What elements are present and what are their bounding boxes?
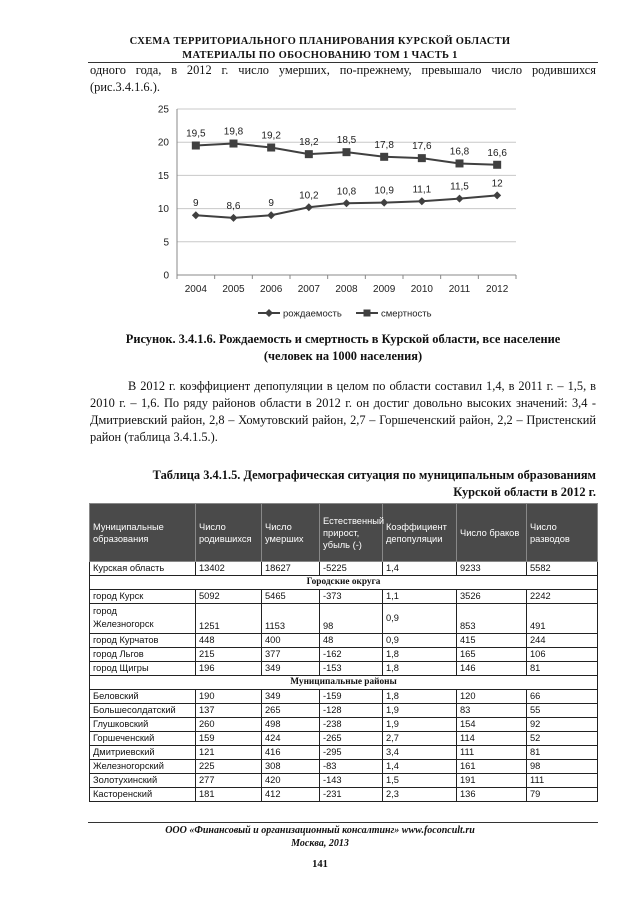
cell-births: 121 [196, 746, 262, 760]
x-tick-label: 2009 [373, 284, 396, 295]
data-label-deaths: 17,6 [412, 141, 432, 153]
data-point-deaths [493, 161, 501, 169]
cell-deaths: 498 [262, 718, 320, 732]
figure-caption-line2: (человек на 1000 населения) [263, 349, 423, 363]
cell-natural-growth: -159 [320, 690, 383, 704]
cell-municipality: город Льгов [90, 648, 196, 662]
cell-depopulation-coef: 1,4 [383, 760, 457, 774]
cell-marriages: 191 [457, 774, 527, 788]
data-point-deaths [192, 142, 200, 150]
table-row [90, 634, 598, 648]
cell-deaths: 18627 [262, 562, 320, 576]
cell-divorces: 81 [527, 662, 598, 676]
cell-depopulation-coef: 1,8 [383, 662, 457, 676]
cell-natural-growth: -83 [320, 760, 383, 774]
table-caption-line2: Курской области в 2012 г. [453, 485, 596, 499]
data-point-deaths [418, 154, 426, 162]
document-header-title: СХЕМА ТЕРРИТОРИАЛЬНОГО ПЛАНИРОВАНИЯ КУРСКОЙ ОБЛАСТИ [129, 36, 511, 47]
cell-divorces: 106 [527, 648, 598, 662]
cell-deaths: 349 [262, 662, 320, 676]
cell-births: 137 [196, 704, 262, 718]
cell-natural-growth: -153 [320, 662, 383, 676]
section-row-city-districts [90, 576, 598, 590]
cell-depopulation-coef: 0,9 [383, 634, 457, 648]
cell-births: 1251 [196, 604, 262, 634]
table-row [90, 562, 598, 576]
x-tick-label: 2007 [297, 284, 320, 295]
cell-marriages: 111 [457, 746, 527, 760]
data-label-deaths: 16,6 [487, 147, 507, 159]
cell-deaths: 420 [262, 774, 320, 788]
cell-natural-growth: -162 [320, 648, 383, 662]
cell-births: 448 [196, 634, 262, 648]
cell-births: 13402 [196, 562, 262, 576]
cell-depopulation-coef: 1,5 [383, 774, 457, 788]
cell-municipality: Курская область [90, 562, 196, 576]
cell-divorces: 491 [527, 604, 598, 634]
table-header-row [90, 504, 598, 562]
data-label-births: 11,1 [412, 184, 432, 196]
cell-municipality: Железногорский [90, 760, 196, 774]
cell-natural-growth: -373 [320, 590, 383, 604]
cell-natural-growth: -128 [320, 704, 383, 718]
cell-depopulation-coef: 1,9 [383, 718, 457, 732]
cell-depopulation-coef: 1,4 [383, 562, 457, 576]
figure-caption [90, 331, 596, 365]
y-tick-label: 0 [163, 270, 169, 282]
cell-marriages: 165 [457, 648, 527, 662]
cell-deaths: 265 [262, 704, 320, 718]
cell-natural-growth: -231 [320, 788, 383, 802]
data-label-deaths: 19,8 [223, 126, 244, 138]
cell-marriages: 136 [457, 788, 527, 802]
data-label-deaths: 18,5 [336, 135, 357, 147]
cell-depopulation-coef: 3,4 [383, 746, 457, 760]
cell-natural-growth: -265 [320, 732, 383, 746]
cell-marriages: 154 [457, 718, 527, 732]
cell-deaths: 424 [262, 732, 320, 746]
legend-marker-births [265, 309, 273, 317]
data-point-deaths [230, 140, 238, 148]
cell-births: 196 [196, 662, 262, 676]
cell-births: 277 [196, 774, 262, 788]
x-tick-label: 2010 [410, 284, 433, 295]
table-row [90, 590, 598, 604]
data-label-deaths: 19,2 [261, 130, 281, 142]
cell-depopulation-coef: 1,8 [383, 690, 457, 704]
table-row [90, 732, 598, 746]
cell-depopulation-coef: 1,1 [383, 590, 457, 604]
table-row [90, 662, 598, 676]
cell-divorces: 5582 [527, 562, 598, 576]
cell-deaths: 412 [262, 788, 320, 802]
cell-municipality: Глушковский [90, 718, 196, 732]
cell-municipality: город Щигры [90, 662, 196, 676]
cell-divorces: 2242 [527, 590, 598, 604]
x-tick-label: 2011 [448, 284, 471, 295]
cell-divorces: 79 [527, 788, 598, 802]
x-tick-label: 2012 [486, 284, 509, 295]
cell-natural-growth: -5225 [320, 562, 383, 576]
cell-divorces: 244 [527, 634, 598, 648]
intro-paragraph: одного года, в 2012 г. число умерших, по-прежнему, превышало число родившихся (рис.3.4.1.6.). [90, 63, 596, 94]
data-point-deaths [267, 144, 275, 152]
cell-marriages: 146 [457, 662, 527, 676]
cell-municipality-line1: город [93, 606, 117, 616]
cell-marriages: 853 [457, 604, 527, 634]
legend-marker-deaths [364, 310, 371, 317]
data-point-births [456, 195, 464, 203]
table-row [90, 746, 598, 760]
depopulation-paragraph: В 2012 г. коэффициент депопуляции в целом по области составил 1,4, в 2011 г. – 1,5, в 2010 г. – 1,6. По ряду районов области в 2012 г. он достиг довольно высоких значений: 3,4 - Дмитриевский район, 2,8 – Хомутовский район, 2,7 – Горшеченский район, 2,2 – Пристенский район (таблица 3.4.1.5.). [90, 379, 596, 444]
legend-label-births: рождаемость [283, 308, 342, 320]
cell-births: 215 [196, 648, 262, 662]
cell-municipality: Горшеченский [90, 732, 196, 746]
data-label-births: 9 [268, 198, 274, 210]
table-row [90, 788, 598, 802]
y-tick-label: 5 [163, 237, 169, 249]
cell-depopulation-coef: 2,3 [383, 788, 457, 802]
data-point-deaths [305, 150, 313, 158]
cell-deaths: 1153 [262, 604, 320, 634]
cell-marriages: 114 [457, 732, 527, 746]
cell-marriages: 3526 [457, 590, 527, 604]
birth-death-rate-chart [0, 0, 640, 330]
cell-depopulation-coef: 2,7 [383, 732, 457, 746]
cell-divorces: 92 [527, 718, 598, 732]
cell-natural-growth: -143 [320, 774, 383, 788]
data-point-births [305, 203, 313, 211]
col-header-marriages: Число браков [457, 504, 527, 562]
col-header-divorces: Число разводов [527, 504, 598, 562]
table-row [90, 774, 598, 788]
cell-deaths: 308 [262, 760, 320, 774]
section-label: Городские округа [90, 576, 598, 590]
cell-deaths: 400 [262, 634, 320, 648]
data-label-deaths: 17,8 [374, 139, 394, 151]
data-point-births [380, 199, 388, 207]
data-point-births [418, 197, 426, 205]
cell-depopulation-coef: 1,8 [383, 648, 457, 662]
y-tick-label: 15 [157, 170, 169, 182]
table-row [90, 760, 598, 774]
y-tick-label: 20 [157, 137, 169, 149]
col-header-municipality: Муниципальные образования [90, 504, 196, 562]
x-tick-label: 2008 [335, 284, 358, 295]
demographic-table [89, 503, 598, 802]
cell-births: 190 [196, 690, 262, 704]
data-point-deaths [380, 153, 388, 161]
y-tick-label: 25 [157, 104, 169, 116]
x-tick-label: 2006 [260, 284, 283, 295]
section-label: Муниципальные районы [90, 676, 598, 690]
cell-births: 159 [196, 732, 262, 746]
figure-caption-line1: Рисунок. 3.4.1.6. Рождаемость и смертность в Курской области, все население [125, 332, 561, 346]
footer-city-year: Москва, 2013 [291, 838, 349, 849]
cell-divorces: 98 [527, 760, 598, 774]
data-point-births [230, 214, 238, 222]
data-label-births: 10,8 [336, 186, 357, 198]
page-number: 141 [312, 859, 328, 870]
x-tick-label: 2004 [184, 284, 207, 295]
cell-natural-growth: -238 [320, 718, 383, 732]
footer-company: ООО «Финансовый и организационный консалтинг» www.foconcult.ru [165, 825, 475, 836]
table-caption [90, 467, 596, 501]
cell-natural-growth: -295 [320, 746, 383, 760]
cell-births: 260 [196, 718, 262, 732]
data-point-births [267, 211, 275, 219]
cell-births: 225 [196, 760, 262, 774]
cell-municipality: Дмитриевский [90, 746, 196, 760]
cell-divorces: 66 [527, 690, 598, 704]
data-label-deaths: 19,5 [186, 128, 206, 140]
data-label-deaths: 18,2 [299, 137, 319, 149]
x-tick-label: 2005 [222, 284, 245, 295]
y-tick-label: 10 [157, 204, 169, 216]
table-row [90, 604, 598, 634]
document-header-subtitle: МАТЕРИАЛЫ ПО ОБОСНОВАНИЮ ТОМ 1 ЧАСТЬ 1 [182, 50, 458, 61]
col-header-births: Число родившихся [196, 504, 262, 562]
cell-municipality: город Курск [90, 590, 196, 604]
data-point-births [493, 191, 501, 199]
cell-municipality: Беловский [90, 690, 196, 704]
cell-divorces: 55 [527, 704, 598, 718]
data-label-births: 11,5 [450, 181, 469, 193]
cell-births: 5092 [196, 590, 262, 604]
data-point-births [343, 199, 351, 207]
cell-marriages: 161 [457, 760, 527, 774]
data-label-births: 12 [491, 178, 503, 190]
col-header-natural-growth: Естественный прирост, убыль (-) [320, 504, 383, 562]
table-row [90, 648, 598, 662]
data-label-births: 10,9 [374, 185, 394, 197]
cell-marriages: 9233 [457, 562, 527, 576]
cell-natural-growth: 48 [320, 634, 383, 648]
table-row [90, 704, 598, 718]
cell-depopulation-coef: 1,9 [383, 704, 457, 718]
cell-municipality: Большесолдатский [90, 704, 196, 718]
cell-divorces: 52 [527, 732, 598, 746]
cell-municipality: город Курчатов [90, 634, 196, 648]
data-point-births [192, 211, 200, 219]
cell-municipality: Золотухинский [90, 774, 196, 788]
cell-divorces: 111 [527, 774, 598, 788]
cell-marriages: 83 [457, 704, 527, 718]
section-row-municipal-districts [90, 676, 598, 690]
cell-marriages: 415 [457, 634, 527, 648]
legend-label-deaths: смертность [381, 308, 432, 320]
cell-municipality [90, 604, 196, 634]
cell-deaths: 416 [262, 746, 320, 760]
cell-depopulation-coef: 0,9 [383, 604, 457, 634]
table-caption-line1: Таблица 3.4.1.5. Демографическая ситуация по муниципальным образованиям [152, 468, 596, 482]
col-header-deaths: Число умерших [262, 504, 320, 562]
cell-municipality: Касторенский [90, 788, 196, 802]
col-header-depopulation-coef: Коэффициент депопуляции [383, 504, 457, 562]
cell-births: 181 [196, 788, 262, 802]
table-row [90, 690, 598, 704]
data-label-births: 9 [193, 198, 199, 210]
cell-marriages: 120 [457, 690, 527, 704]
data-point-deaths [456, 159, 464, 167]
data-label-births: 8,6 [226, 200, 241, 212]
cell-deaths: 377 [262, 648, 320, 662]
data-point-deaths [343, 148, 351, 156]
cell-natural-growth: 98 [320, 604, 383, 634]
table-row [90, 718, 598, 732]
cell-deaths: 349 [262, 690, 320, 704]
footer-divider [88, 822, 598, 823]
cell-deaths: 5465 [262, 590, 320, 604]
cell-divorces: 81 [527, 746, 598, 760]
data-label-deaths: 16,8 [449, 146, 470, 158]
data-label-births: 10,2 [299, 190, 319, 202]
cell-municipality-line2: Железногорск [93, 619, 154, 629]
